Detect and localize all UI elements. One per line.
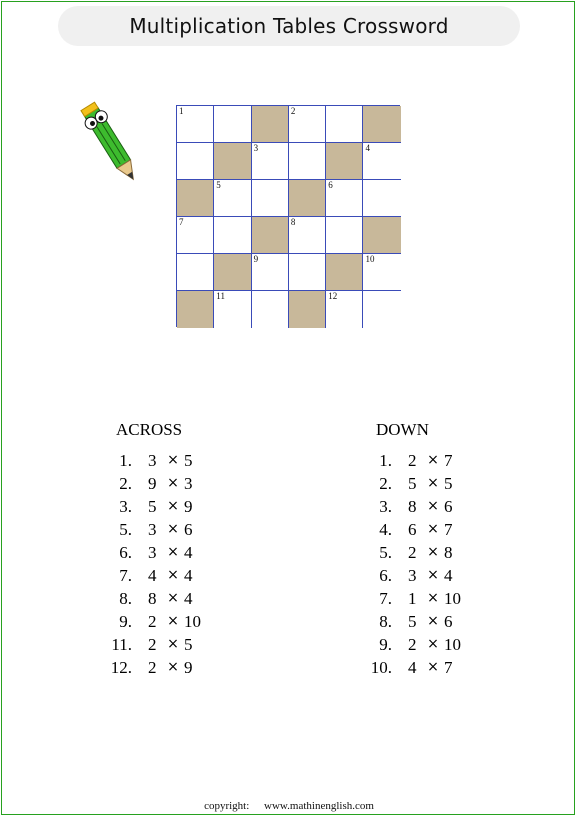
pencil-mascot-icon xyxy=(76,92,144,192)
cell-number: 10 xyxy=(365,254,375,264)
grid-cell[interactable] xyxy=(177,106,214,143)
clue-number: 6. xyxy=(379,566,392,585)
factor-b: 6 xyxy=(444,612,453,631)
factor-a: 8 xyxy=(148,589,157,608)
grid-cell-blocked xyxy=(363,217,400,254)
times-sign: × xyxy=(167,452,179,468)
site-link[interactable]: www.mathinenglish.com xyxy=(264,800,374,812)
grid-cell[interactable] xyxy=(289,254,326,291)
down-clue xyxy=(364,633,470,656)
times-sign: × xyxy=(167,567,179,583)
grid-cell[interactable] xyxy=(177,217,214,254)
cell-number: 2 xyxy=(290,106,296,116)
factor-a: 1 xyxy=(408,589,417,608)
cell-number: 5 xyxy=(216,180,221,190)
factor-a: 8 xyxy=(408,497,417,516)
times-sign: × xyxy=(427,544,439,560)
crossword-grid xyxy=(176,105,400,327)
grid-cell[interactable] xyxy=(326,217,363,254)
cell-number: 12 xyxy=(328,291,338,301)
factor-b: 7 xyxy=(444,451,453,470)
down-clues xyxy=(364,420,470,679)
clue-number: 1. xyxy=(119,451,132,470)
grid-cell[interactable] xyxy=(252,254,289,291)
factor-b: 4 xyxy=(184,566,193,585)
clue-number: 12. xyxy=(110,658,132,677)
grid-cell[interactable] xyxy=(326,106,363,143)
down-clue xyxy=(364,564,470,587)
page-title: Multiplication Tables Crossword xyxy=(129,14,449,38)
down-clue xyxy=(364,656,470,679)
factor-b: 6 xyxy=(184,520,193,539)
factor-b: 10 xyxy=(184,612,201,631)
across-clue xyxy=(104,541,210,564)
factor-a: 2 xyxy=(148,612,157,631)
grid-cell[interactable] xyxy=(289,106,326,143)
across-clue xyxy=(104,656,210,679)
grid-cell[interactable] xyxy=(252,143,289,180)
down-clue xyxy=(364,472,470,495)
grid-cell[interactable] xyxy=(214,217,251,254)
down-heading: DOWN xyxy=(376,420,429,439)
grid-cell-blocked xyxy=(177,291,214,328)
grid-cell[interactable] xyxy=(363,143,400,180)
times-sign: × xyxy=(427,452,439,468)
cell-number: 1 xyxy=(179,106,184,116)
times-sign: × xyxy=(167,544,179,560)
grid-cell-blocked xyxy=(326,254,363,291)
grid-cell[interactable] xyxy=(177,143,214,180)
times-sign: × xyxy=(167,659,179,675)
factor-a: 3 xyxy=(148,520,157,539)
clue-number: 8. xyxy=(379,612,392,631)
factor-a: 4 xyxy=(408,658,417,677)
clue-number: 8. xyxy=(119,589,132,608)
factor-b: 9 xyxy=(184,497,193,516)
grid-cell-blocked xyxy=(289,180,326,217)
grid-cell[interactable] xyxy=(177,254,214,291)
factor-b: 4 xyxy=(444,566,453,585)
grid-cell[interactable] xyxy=(289,217,326,254)
grid-cell[interactable] xyxy=(252,291,289,328)
times-sign: × xyxy=(427,498,439,514)
cell-number: 3 xyxy=(253,143,259,153)
grid-cell[interactable] xyxy=(214,180,251,217)
factor-a: 2 xyxy=(408,451,417,470)
across-clue xyxy=(104,518,210,541)
times-sign: × xyxy=(427,521,439,537)
factor-b: 7 xyxy=(444,520,453,539)
grid-cell-blocked xyxy=(177,180,214,217)
grid-cell[interactable] xyxy=(326,291,363,328)
grid-cell[interactable] xyxy=(289,143,326,180)
cell-number: 6 xyxy=(328,180,333,190)
grid-cell[interactable] xyxy=(214,106,251,143)
factor-a: 9 xyxy=(148,474,157,493)
clue-number: 2. xyxy=(379,474,392,493)
clue-number: 11. xyxy=(111,635,132,654)
across-clue xyxy=(104,633,210,656)
cell-number: 7 xyxy=(179,217,184,227)
factor-b: 7 xyxy=(444,658,453,677)
factor-a: 4 xyxy=(148,566,157,585)
times-sign: × xyxy=(427,613,439,629)
grid-cell-blocked xyxy=(214,143,251,180)
down-clue xyxy=(364,518,470,541)
factor-a: 5 xyxy=(408,612,417,631)
down-clue xyxy=(364,610,470,633)
times-sign: × xyxy=(167,613,179,629)
times-sign: × xyxy=(427,659,439,675)
footer xyxy=(0,800,578,812)
grid-cell-blocked xyxy=(214,254,251,291)
across-clue-list xyxy=(104,449,210,679)
grid-cell[interactable] xyxy=(363,180,400,217)
factor-b: 10 xyxy=(444,635,461,654)
times-sign: × xyxy=(427,567,439,583)
copyright-label: copyright: xyxy=(204,800,250,812)
grid-cell[interactable] xyxy=(363,254,400,291)
clue-number: 4. xyxy=(379,520,392,539)
across-clue xyxy=(104,610,210,633)
factor-a: 2 xyxy=(148,658,157,677)
across-clue xyxy=(104,472,210,495)
times-sign: × xyxy=(167,590,179,606)
factor-b: 6 xyxy=(444,497,453,516)
clue-number: 5. xyxy=(379,543,392,562)
factor-a: 6 xyxy=(408,520,417,539)
factor-b: 5 xyxy=(444,474,453,493)
down-clue-list xyxy=(364,449,470,679)
cell-number: 11 xyxy=(216,291,225,301)
clue-number: 3. xyxy=(379,497,392,516)
cell-number: 4 xyxy=(365,143,370,153)
across-heading: ACROSS xyxy=(116,420,183,439)
clue-number: 5. xyxy=(119,520,132,539)
times-sign: × xyxy=(427,636,439,652)
grid-cell-blocked xyxy=(326,143,363,180)
clue-number: 2. xyxy=(119,474,132,493)
grid-cell[interactable] xyxy=(363,291,400,328)
grid-cell-blocked xyxy=(363,106,400,143)
factor-a: 2 xyxy=(408,543,417,562)
across-clue xyxy=(104,564,210,587)
clue-number: 1. xyxy=(379,451,392,470)
down-clue xyxy=(364,449,470,472)
clue-number: 6. xyxy=(119,543,132,562)
factor-b: 5 xyxy=(184,635,193,654)
factor-a: 2 xyxy=(408,635,417,654)
clue-number: 9. xyxy=(119,612,132,631)
grid-cell[interactable] xyxy=(326,180,363,217)
factor-a: 3 xyxy=(408,566,417,585)
factor-b: 8 xyxy=(444,543,453,562)
factor-a: 5 xyxy=(148,497,157,516)
times-sign: × xyxy=(167,521,179,537)
factor-a: 3 xyxy=(148,451,157,470)
factor-a: 3 xyxy=(148,543,157,562)
factor-b: 3 xyxy=(184,474,193,493)
factor-b: 9 xyxy=(184,658,193,677)
clue-number: 7. xyxy=(379,589,392,608)
down-clue xyxy=(364,495,470,518)
cell-number: 8 xyxy=(290,217,296,227)
times-sign: × xyxy=(167,636,179,652)
times-sign: × xyxy=(167,498,179,514)
grid-cell[interactable] xyxy=(252,180,289,217)
clue-number: 3. xyxy=(119,497,132,516)
factor-b: 10 xyxy=(444,589,461,608)
grid-cell-blocked xyxy=(252,217,289,254)
grid-cell-blocked xyxy=(252,106,289,143)
factor-a: 5 xyxy=(408,474,417,493)
across-clue xyxy=(104,587,210,610)
grid-cell-blocked xyxy=(289,291,326,328)
times-sign: × xyxy=(427,475,439,491)
cell-number: 9 xyxy=(253,254,259,264)
times-sign: × xyxy=(427,590,439,606)
clue-number: 9. xyxy=(379,635,392,654)
times-sign: × xyxy=(167,475,179,491)
across-clue xyxy=(104,449,210,472)
clue-number: 10. xyxy=(370,658,392,677)
factor-a: 2 xyxy=(148,635,157,654)
title-bar xyxy=(58,6,520,46)
down-clue xyxy=(364,587,470,610)
down-clue xyxy=(364,541,470,564)
across-clue xyxy=(104,495,210,518)
factor-b: 4 xyxy=(184,543,193,562)
across-clues xyxy=(104,420,210,679)
grid-cell[interactable] xyxy=(214,291,251,328)
factor-b: 5 xyxy=(184,451,193,470)
clue-number: 7. xyxy=(119,566,132,585)
factor-b: 4 xyxy=(184,589,193,608)
